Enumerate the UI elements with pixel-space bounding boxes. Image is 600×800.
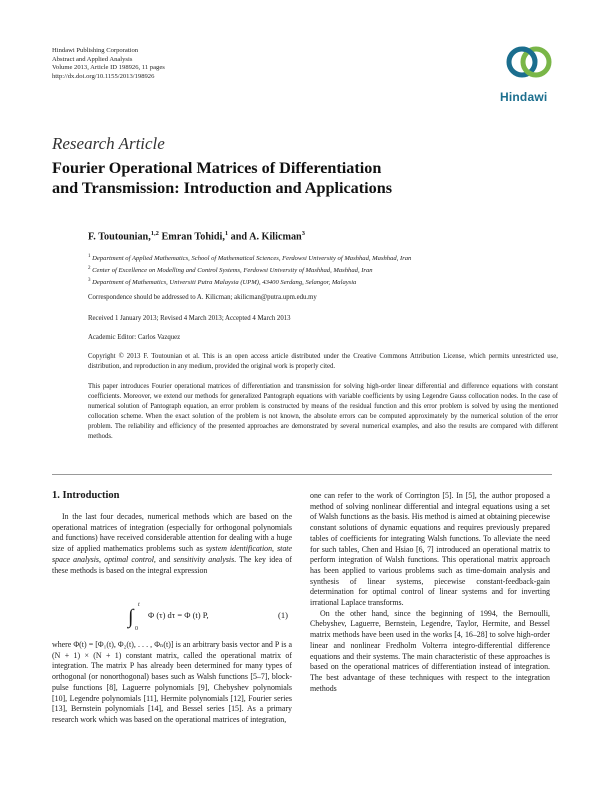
- abstract: This paper introduces Fourier operational matrices of differentiation and transmission for solving high-order linear differential and difference equations with constant coefficients. Moreover, we extend our methods for generalized Pantograph equations with variable coefficients by using Legendre Gauss collocation nodes. In the case of numerical solution of Pantograph equation, an error problem is constructed by means of the residual function and this error problem is solved by using the mentioned collocation scheme. When the exact solution of the problem is not known, the absolute errors can be computed approximately by the numerical solution of the error problem. The reliability and efficiency of the presented approaches are demonstrated by several numerical examples, and also the results are compared with different methods.: [88, 383, 558, 440]
- left-column-top: [52, 512, 292, 576]
- affiliation-1-text: Department of Applied Mathematics, School of Mathematical Sciences, Ferdowsi University of Mashhad, Mashhad, Iran: [92, 255, 412, 263]
- term-sensitivity-analysis: sensitivity analysis: [173, 554, 235, 564]
- paper-title: [52, 158, 532, 198]
- journal-name: Abstract and Applied Analysis: [52, 55, 133, 63]
- integral-sign: ∫: [128, 606, 134, 628]
- received-dates: Received 1 January 2013; Revised 4 March 2013; Accepted 4 March 2013: [88, 315, 291, 322]
- sep-2: ,: [98, 554, 105, 564]
- equation-1: [52, 600, 292, 634]
- affiliation-3-text: Department of Mathematics, Universiti Putra Malaysia (UPM), 43400 Serdang, Selangor, Malaysia: [92, 279, 357, 287]
- author-3-sup: 3: [301, 230, 305, 237]
- author-1-sup: 1,2: [150, 230, 159, 237]
- affiliation-3-num: 3: [88, 278, 91, 283]
- copyright-notice: Copyright © 2013 F. Toutounian et al. This is an open access article distributed under the Creative Commons Attribution License, which permits unrestricted use, distribution, and reproduction in any medium, provided the original work is properly cited.: [88, 353, 558, 370]
- equation-body: Φ (τ) dτ = Φ (t) P,: [148, 610, 209, 620]
- affiliation-1: [88, 253, 548, 263]
- right-column: [310, 491, 550, 694]
- hindawi-rings-icon: [498, 40, 562, 90]
- integral-upper-limit: t: [138, 602, 140, 608]
- equation-number: (1): [278, 610, 288, 620]
- title-line-2: and Transmission: Introduction and Applications: [52, 179, 393, 197]
- article-type: Research Article: [52, 134, 165, 153]
- author-1: F. Toutounian,: [88, 231, 151, 243]
- section-heading: 1. Introduction: [52, 490, 120, 501]
- term-system-identification: system identification: [205, 544, 273, 554]
- publisher-name: Hindawi Publishing Corporation: [52, 47, 139, 54]
- affiliation-2: [88, 265, 548, 275]
- intro-paragraph-2: where Φ(t) = [Φ₁(t), Φ₂(t), . . . , Φₙ(t)] is an arbitrary basis vector and P is a (N + 1) × (N + 1) constant matrix, called the operational matrix of integration. The matrix P has already been determined for many types of orthogonal (or nonorthogonal) bases such as Walsh functions [5–7], block-pulse functions [8], Laguerre polynomials [9], Chebyshev polynomials [10], Legendre polynomials [11], Hermite polynomials [12], Fourier series [13], Bernstein polynomials [14], and Bessel series [15]. As a primary research work which was based on the operational matrices of integration,: [52, 640, 292, 724]
- section-divider: [52, 474, 552, 475]
- intro-p1-text-b: . The key idea of these methods is based on the integral expression: [52, 554, 292, 575]
- right-paragraph-1: one can refer to the work of Corrington [5]. In [5], the author proposed a method of solving nonlinear differential and integral equations using a set of Walsh functions as the basis. His method is aimed at obtaining piecewise constant solutions of dynamic equations and requires previously prepared tables of coefficients for integrating Walsh functions. To alleviate the need for such tables, Chen and Hsiao [6, 7] introduced an operational matrix to perform integration of Walsh functions. This operational matrix approach has been applied to various problems such as time-domain analysis and synthesis of linear systems, piecewise constant-feedback-gain determination for optimal control of linear systems and for inverting irrational Laplace transforms.: [310, 491, 550, 608]
- left-column-bottom: [52, 640, 292, 726]
- author-3: and A. Kilicman: [230, 231, 302, 243]
- academic-editor: Academic Editor: Carlos Vazquez: [88, 334, 181, 341]
- author-list: [88, 230, 305, 242]
- intro-p1-text-a: In the last four decades, numerical methods which are based on the operational matrices of integration (especially for orthogonal polynomials and functions) have received considerable attention for dealing with a huge size of applied mathematics problems such as: [52, 512, 292, 554]
- right-paragraph-2: On the other hand, since the beginning of 1994, the Bernoulli, Chebyshev, Laguerre, Bernstein, Legendre, Taylor, Hermite, and Bessel matrix methods have been used in the works [4, 16–28] to solve high-order linear and nonlinear Fredholm Volterra integro-differential difference equations and their systems. The main characteristic of these approaches is based on the operational matrices of differentiation instead of integration. The best advantage of these techniques with respect to the integration methods: [310, 608, 550, 693]
- volume-info: Volume 2013, Article ID 198926, 11 pages: [52, 64, 165, 72]
- sep-1: ,: [272, 544, 278, 554]
- author-2-sup: 1: [224, 230, 229, 237]
- affiliation-2-num: 2: [88, 266, 91, 271]
- doi-link[interactable]: http://dx.doi.org/10.1155/2013/198926: [52, 72, 155, 80]
- hindawi-logo: [498, 40, 562, 106]
- term-optimal-control: optimal control: [104, 554, 154, 564]
- affiliation-3: [88, 277, 548, 287]
- correspondence: Correspondence should be addressed to A. Kilicman; akilicman@putra.upm.edu.my: [88, 294, 317, 301]
- intro-paragraph-1: [52, 512, 292, 576]
- author-2: Emran Tohidi,: [161, 231, 225, 243]
- term-state-space-analysis: state space analysis: [52, 544, 292, 564]
- logo-wordmark: Hindawi: [500, 90, 548, 104]
- journal-header: [52, 47, 165, 81]
- integral-lower-limit: 0: [135, 626, 138, 632]
- title-line-1: Fourier Operational Matrices of Differentiation: [52, 159, 382, 177]
- affiliation-2-text: Center of Excellence on Modelling and Control Systems, Ferdowsi University of Mashhad, Mashhad, Iran: [92, 267, 373, 275]
- affiliation-1-num: 1: [88, 254, 91, 259]
- sep-3: , and: [153, 554, 174, 564]
